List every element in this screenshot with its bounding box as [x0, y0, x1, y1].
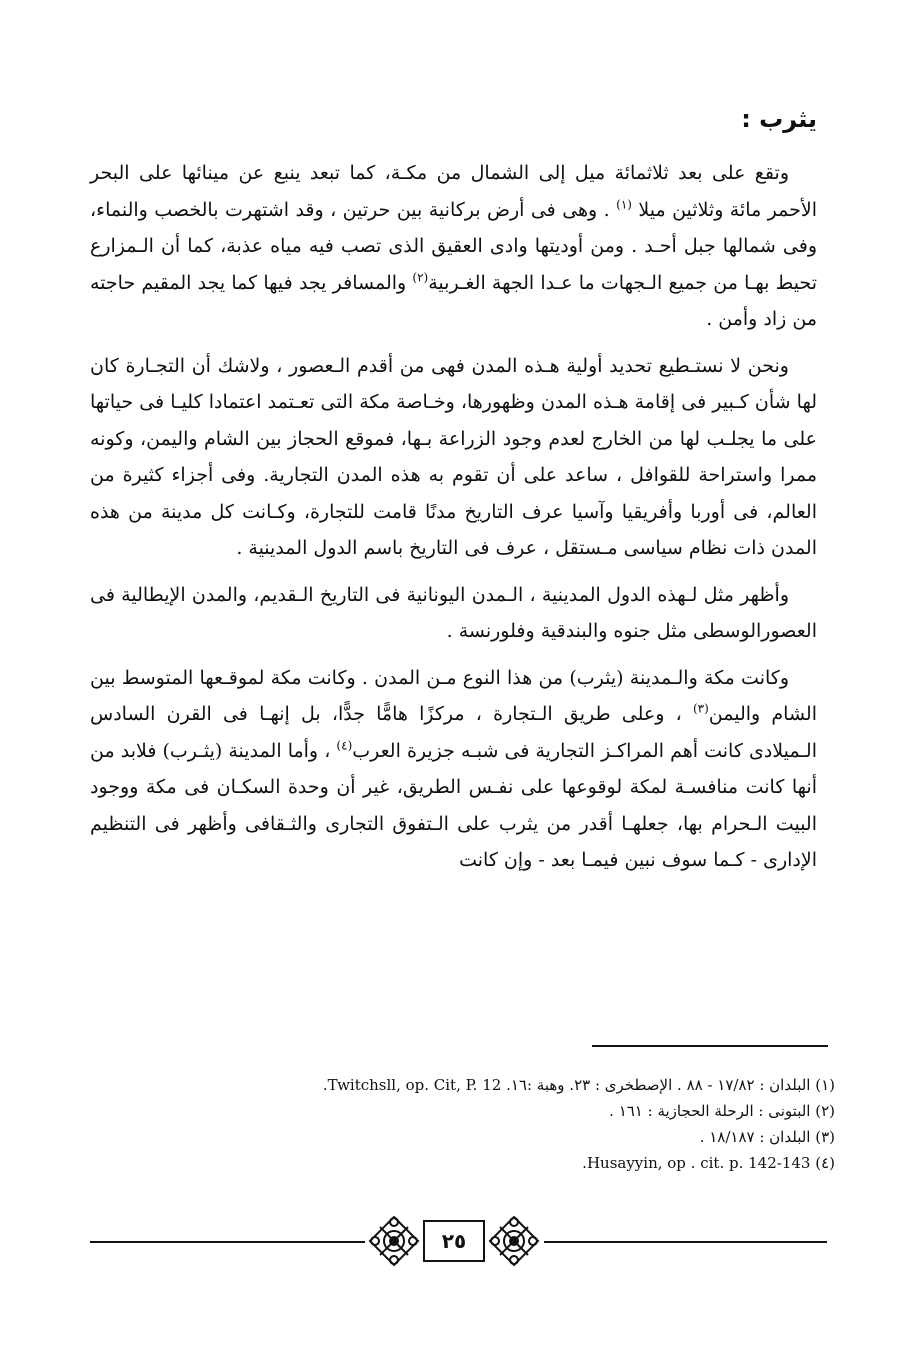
paragraph-3 — [90, 577, 817, 650]
ornament-line-left — [90, 1241, 365, 1243]
para-2-text: ونحن لا نستـطيع تحديد أولية هـذه المدن فهى من أقدم الـعصور ، ولاشك أن التجـارة كان لها شأن كـبير فى إقامة هـذه المدن وظهورها، وخـاصة مكة التى تعـتمد اعتمادا كليـا فى حياتها على ما يجلـب لها من الخارج لعدم وجود الزراعة بـها، فموقع الحجاز بين الشام واليمن، وكونه ممرا واستراحة للقوافل ، ساعد على أن تقوم به هذه المدن التجارية. وفى أجزاء كثيرة من العالم، فى أوربا وأفريقيا وآسيا عرف التاريخ مدنًا قامت للتجارة، وكـانت كل مدينة من هذه المدن ذات نظام سياسى مـستقل ، عرف فى التاريخ باسم الدول المدينية . — [90, 354, 817, 559]
page-body — [90, 105, 817, 889]
footnotes — [150, 1072, 835, 1176]
footnote-1: (١) البلدان : ١٧/٨٢ - ٨٨ . الإصطخرى : ٢٣. وهبة :١٦. Twitchsll, op. Cit, P. 12. — [322, 1076, 835, 1094]
footnote-ref-3: (٣) — [692, 701, 709, 716]
para-1-text-c: والمسافر يجد فيها كما يجد المقيم حاجته من زاد وأمن . — [90, 271, 817, 330]
ornament-knot-left-icon — [365, 1214, 423, 1268]
para-1-text-b: . وهى فى أرض بركانية بين حرتين ، وقد اشتهرت بالخصب والنماء، وفى شمالها جبل أحـد . ومن أوديتها وادى العقيق الذى تصب فيه مياه عذبة، كما أن الـمزارع تحيط بهـا من جميع الـجهات ما عـدا الجهة الغـربية — [90, 198, 817, 294]
page-number: ٢٥ — [423, 1220, 485, 1262]
ornament-knot-right-icon — [485, 1214, 543, 1268]
para-3-text: وأظهر مثل لـهذه الدول المدينية ، الـمدن اليونانية فى التاريخ الـقديم، والمدن الإيطالية فى العصورالوسطى مثل جنوه والبندقية وفلورنسة . — [90, 583, 817, 642]
para-4-text-c: ، وأما المدينة (يثـرب) فلابد من أنها كانت منافسـة لمكة لوقوعها على نفـس الطريق، غير أن وحدة السكـان فى مكة ووجود البيت الـحرام بها، جعلهـا أقدر من يثرب على الـتفوق التجارى والثـقافى وأظهر فى التنظيم الإدارى - كـما سوف نبين فيمـا بعد - وإن كانت — [90, 739, 817, 871]
paragraph-2 — [90, 348, 817, 567]
ornament-line-right — [544, 1241, 827, 1243]
footnote-2: (٢) البتونى : الرحلة الحجازية : ١٦١ . — [609, 1102, 835, 1120]
footnote-ref-1: (١) — [616, 197, 632, 212]
footnote-ref-4: (٤) — [336, 738, 353, 753]
section-heading: يثرب : — [741, 105, 817, 133]
footnote-ref-2: (٢) — [412, 270, 429, 285]
paragraph-4 — [90, 660, 817, 879]
footnote-4: (٤) Husayyin, op . cit. p. 142-143. — [582, 1154, 835, 1172]
footnote-3: (٣) البلدان : ١٨/١٨٧ . — [699, 1128, 835, 1146]
page-number-ornament — [90, 1210, 827, 1272]
para-4-text-b: ، وعلى طريق الـتجارة ، مركزًا هامًّا جدًّا، بل إنهـا فى القرن السادس الـميلادى كانت أهم المراكـز التجارية فى شبـه جزيرة العرب — [90, 703, 817, 762]
paragraph-1 — [90, 155, 817, 338]
footnote-divider — [592, 1045, 828, 1047]
para-4-text-a: وكانت مكة والـمدينة (يثرب) من هذا النوع مـن المدن . وكانت مكة لموقـعها المتوسط بين الشام واليمن — [90, 666, 817, 725]
para-1-text-a: وتقع على بعد ثلاثمائة ميل إلى الشمال من مكـة، كما تبعد ينبع عن مينائها على البحر الأحمر مائة وثلاثين ميلا — [90, 162, 818, 221]
